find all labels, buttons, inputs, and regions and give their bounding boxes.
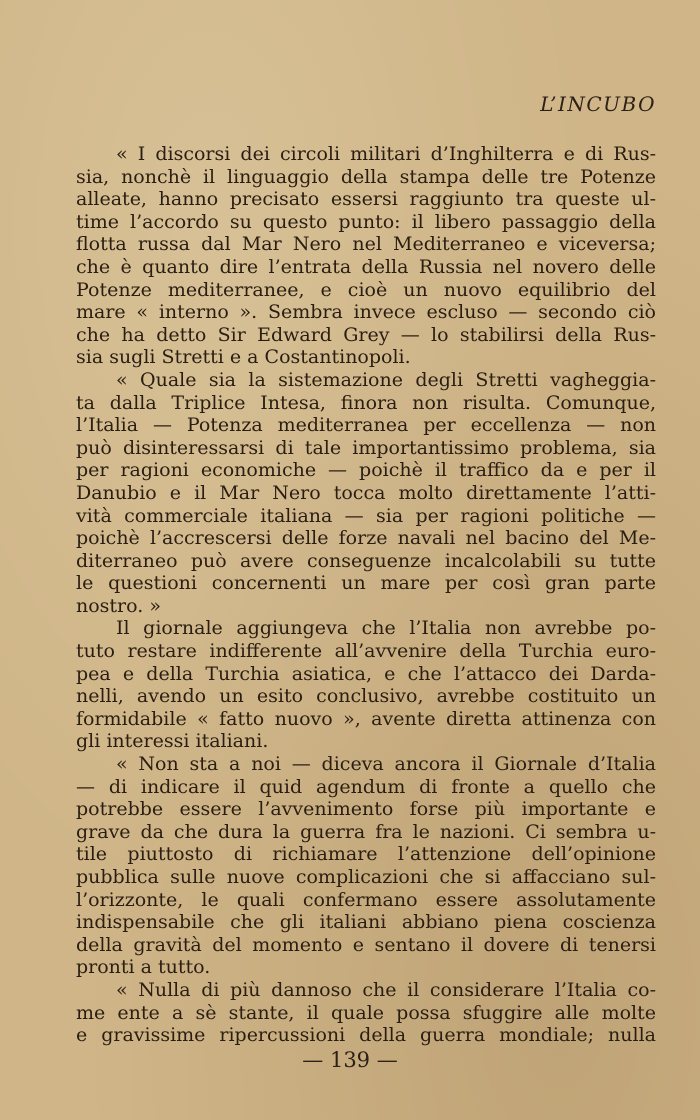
text-line: alleate, hanno precisato essersi raggiunto tra queste ul- xyxy=(76,188,656,211)
text-line: le questioni concernenti un mare per così gran parte xyxy=(76,572,656,595)
text-line: Il giornale aggiungeva che l’Italia non avrebbe po- xyxy=(116,617,656,640)
text-line: mare « interno ». Sembra invece escluso — secondo ciò xyxy=(76,301,656,324)
text-line: della gravità del momento e sentano il dovere di tenersi xyxy=(76,933,656,956)
text-line: che è quanto dire l’entrata della Russia nel novero delle xyxy=(76,255,656,278)
text-line: pronti a tutto. xyxy=(76,956,211,979)
text-line: che ha detto Sir Edward Grey — lo stabilirsi della Rus- xyxy=(76,323,656,346)
text-line: « Non sta a noi — diceva ancora il Giornale d’Italia xyxy=(116,753,656,776)
text-line: nelli, avendo un esito conclusivo, avrebbe costituito un xyxy=(76,685,656,708)
text-line: sia, nonchè il linguaggio della stampa delle tre Potenze xyxy=(76,165,656,188)
text-line: Danubio e il Mar Nero tocca molto direttamente l’atti- xyxy=(76,481,656,504)
text-line: tuto restare indifferente all’avvenire della Turchia euro- xyxy=(76,640,656,663)
text-line: l’orizzonte, le quali confermano essere assolutamente xyxy=(76,888,656,911)
text-line: Potenze mediterranee, e cioè un nuovo equilibrio del xyxy=(76,278,656,301)
text-line: poichè l’accrescersi delle forze navali nel bacino del Me- xyxy=(76,527,656,550)
text-line: ta dalla Triplice Intesa, finora non risulta. Comunque, xyxy=(76,391,656,414)
text-line: vità commerciale italiana — sia per ragioni politiche — xyxy=(76,504,656,527)
text-line: « Nulla di più dannoso che il considerare l’Italia co- xyxy=(116,978,656,1001)
text-line: potrebbe essere l’avvenimento forse più importante e xyxy=(76,798,656,821)
text-line: pea e della Turchia asiatica, e che l’attacco dei Darda- xyxy=(76,662,656,685)
text-line: può disinteressarsi di tale importantissimo problema, sia xyxy=(76,436,656,459)
text-line: nostro. » xyxy=(76,594,161,617)
page-number: — 139 — xyxy=(302,1048,398,1072)
text-line: indispensabile che gli italiani abbiano piena coscienza xyxy=(76,911,656,934)
text-line: « Quale sia la sistemazione degli Stretti vagheggia- xyxy=(116,368,656,391)
text-line: sia sugli Stretti e a Costantinopoli. xyxy=(76,346,411,369)
text-line: l’Italia — Potenza mediterranea per eccellenza — non xyxy=(76,414,656,437)
text-line: — di indicare il quid agendum di fronte a quello che xyxy=(76,775,656,798)
text-line: tile piuttosto di richiamare l’attenzione dell’opinione xyxy=(76,843,656,866)
text-line: diterraneo può avere conseguenze incalcolabili su tutte xyxy=(76,549,656,572)
text-line: flotta russa dal Mar Nero nel Mediterraneo e viceversa; xyxy=(76,233,656,256)
text-line: gli interessi italiani. xyxy=(76,730,269,753)
text-line: per ragioni economiche — poichè il traffico da e per il xyxy=(76,459,656,482)
body-text xyxy=(76,143,656,1047)
text-line: grave da che dura la guerra fra le nazioni. Ci sembra u- xyxy=(76,820,656,843)
text-line: me ente a sè stante, il quale possa sfuggire alle molte xyxy=(76,1001,656,1024)
running-head: L’INCUBO xyxy=(540,92,656,116)
text-line: formidabile « fatto nuovo », avente diretta attinenza con xyxy=(76,707,656,730)
text-line: e gravissime ripercussioni della guerra mondiale; nulla xyxy=(76,1024,656,1047)
text-line: « I discorsi dei circoli militari d’Inghilterra e di Rus- xyxy=(116,143,656,165)
text-line: pubblica sulle nuove complicazioni che si affacciano sul- xyxy=(76,866,656,888)
text-line: time l’accordo su questo punto: il libero passaggio della xyxy=(76,210,656,233)
